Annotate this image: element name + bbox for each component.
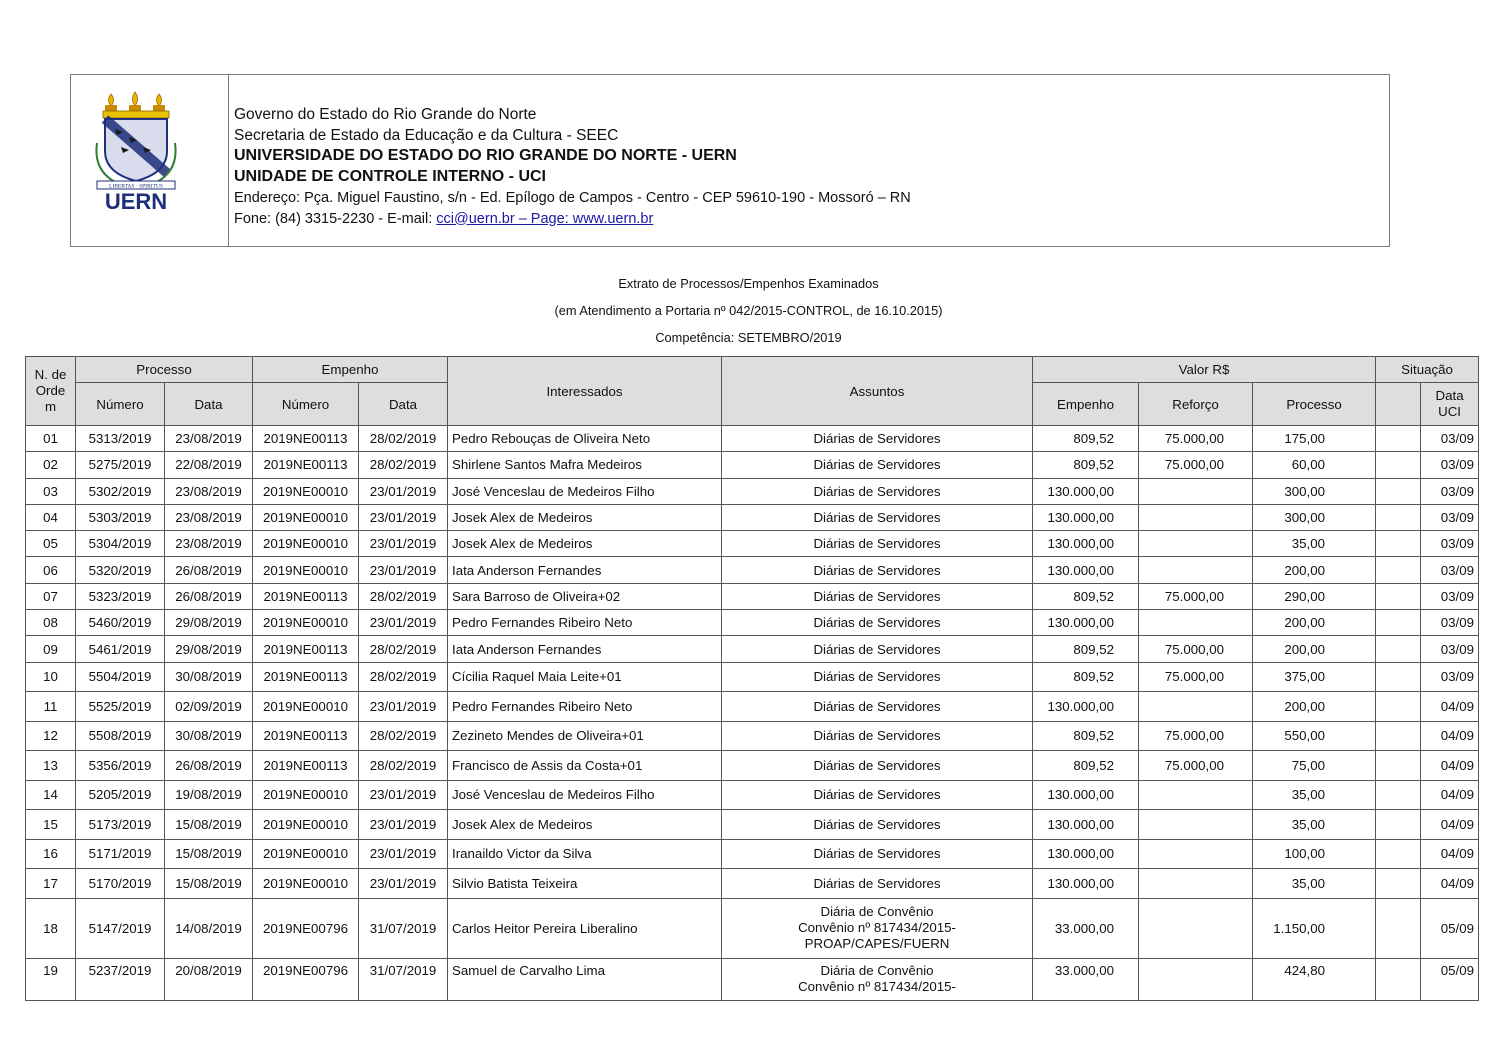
cell-data-uci: 04/09 [1421, 751, 1479, 781]
cell-proc-data: 30/08/2019 [165, 721, 253, 751]
cell-situacao-blank [1376, 751, 1421, 781]
col-val-processo: Processo [1253, 383, 1376, 426]
col-emp-numero: Número [253, 383, 359, 426]
cell-valor-reforco [1139, 610, 1253, 636]
cell-interessado: Sara Barroso de Oliveira+02 [448, 583, 722, 609]
cell-proc-data: 23/08/2019 [165, 504, 253, 530]
cell-situacao-blank [1376, 478, 1421, 504]
cell-data-uci: 05/09 [1421, 958, 1479, 1000]
cell-valor-empenho: 33.000,00 [1033, 898, 1139, 958]
cell-ordem: 04 [26, 504, 76, 530]
cell-data-uci: 04/09 [1421, 721, 1479, 751]
cell-emp-numero: 2019NE00113 [253, 452, 359, 478]
table-row [26, 531, 1479, 557]
cell-ordem: 13 [26, 751, 76, 781]
col-val-reforco: Reforço [1139, 383, 1253, 426]
cell-interessado: Shirlene Santos Mafra Medeiros [448, 452, 722, 478]
cell-proc-data: 29/08/2019 [165, 636, 253, 662]
records-body [26, 426, 1479, 1001]
cell-valor-processo: 175,00 [1253, 426, 1376, 452]
cell-valor-reforco [1139, 869, 1253, 899]
cell-assunto: Diárias de Servidores [722, 751, 1033, 781]
cell-proc-numero: 5275/2019 [76, 452, 165, 478]
cell-emp-data: 31/07/2019 [359, 898, 448, 958]
table-row [26, 810, 1479, 840]
cell-proc-data: 23/08/2019 [165, 531, 253, 557]
cell-proc-numero: 5525/2019 [76, 692, 165, 722]
cell-data-uci: 04/09 [1421, 692, 1479, 722]
records-table [25, 356, 1479, 1001]
cell-emp-numero: 2019NE00010 [253, 531, 359, 557]
col-group-valor: Valor R$ [1033, 357, 1376, 383]
cell-interessado: Samuel de Carvalho Lima [448, 958, 722, 1000]
cell-proc-data: 26/08/2019 [165, 557, 253, 583]
cell-situacao-blank [1376, 898, 1421, 958]
cell-ordem: 10 [26, 662, 76, 692]
letterhead-text [229, 75, 911, 246]
cell-valor-empenho: 809,52 [1033, 583, 1139, 609]
cell-assunto: Diárias de Servidores [722, 869, 1033, 899]
cell-data-uci: 03/09 [1421, 426, 1479, 452]
table-row [26, 692, 1479, 722]
cell-ordem: 15 [26, 810, 76, 840]
cell-situacao-blank [1376, 426, 1421, 452]
cell-proc-numero: 5173/2019 [76, 810, 165, 840]
cell-valor-empenho: 130.000,00 [1033, 810, 1139, 840]
table-row [26, 839, 1479, 869]
uern-logo [91, 89, 211, 219]
cell-ordem: 18 [26, 898, 76, 958]
cell-ordem: 06 [26, 557, 76, 583]
cell-valor-empenho: 809,52 [1033, 662, 1139, 692]
cell-proc-numero: 5504/2019 [76, 662, 165, 692]
cell-proc-data: 15/08/2019 [165, 869, 253, 899]
cell-valor-empenho: 809,52 [1033, 751, 1139, 781]
cell-proc-numero: 5461/2019 [76, 636, 165, 662]
cell-data-uci: 03/09 [1421, 662, 1479, 692]
cell-proc-numero: 5323/2019 [76, 583, 165, 609]
cell-emp-numero: 2019NE00010 [253, 610, 359, 636]
cell-emp-data: 28/02/2019 [359, 751, 448, 781]
cell-emp-data: 23/01/2019 [359, 557, 448, 583]
col-group-processo: Processo [76, 357, 253, 383]
cell-ordem: 01 [26, 426, 76, 452]
cell-emp-data: 31/07/2019 [359, 958, 448, 1000]
cell-emp-numero: 2019NE00010 [253, 504, 359, 530]
cell-assunto: Diárias de Servidores [722, 610, 1033, 636]
cell-assunto: Diárias de Servidores [722, 478, 1033, 504]
table-row [26, 780, 1479, 810]
cell-situacao-blank [1376, 721, 1421, 751]
cell-situacao-blank [1376, 636, 1421, 662]
cell-emp-numero: 2019NE00010 [253, 478, 359, 504]
cell-valor-processo: 35,00 [1253, 810, 1376, 840]
cell-emp-data: 23/01/2019 [359, 610, 448, 636]
cell-assunto: Diárias de Servidores [722, 662, 1033, 692]
cell-assunto: Diárias de Servidores [722, 780, 1033, 810]
cell-data-uci: 03/09 [1421, 610, 1479, 636]
cell-ordem: 14 [26, 780, 76, 810]
cell-valor-reforco [1139, 898, 1253, 958]
cell-data-uci: 03/09 [1421, 557, 1479, 583]
cell-valor-reforco [1139, 839, 1253, 869]
cell-data-uci: 03/09 [1421, 583, 1479, 609]
cell-valor-reforco: 75.000,00 [1139, 636, 1253, 662]
cell-valor-processo: 200,00 [1253, 610, 1376, 636]
cell-proc-numero: 5147/2019 [76, 898, 165, 958]
cell-situacao-blank [1376, 692, 1421, 722]
header-line-government: Governo do Estado do Rio Grande do Norte [234, 106, 537, 123]
table-row [26, 898, 1479, 958]
table-row [26, 662, 1479, 692]
cell-valor-empenho: 130.000,00 [1033, 869, 1139, 899]
cell-interessado: Silvio Batista Teixeira [448, 869, 722, 899]
cell-interessado: Josek Alex de Medeiros [448, 531, 722, 557]
cell-interessado: Iranaildo Victor da Silva [448, 839, 722, 869]
cell-valor-reforco: 75.000,00 [1139, 583, 1253, 609]
logo-wordmark: UERN [104, 189, 168, 214]
cell-proc-data: 19/08/2019 [165, 780, 253, 810]
cell-valor-reforco [1139, 504, 1253, 530]
cell-proc-data: 15/08/2019 [165, 839, 253, 869]
cell-valor-reforco: 75.000,00 [1139, 452, 1253, 478]
cell-emp-numero: 2019NE00010 [253, 869, 359, 899]
cell-emp-numero: 2019NE00113 [253, 426, 359, 452]
cell-proc-numero: 5171/2019 [76, 839, 165, 869]
cell-valor-empenho: 33.000,00 [1033, 958, 1139, 1000]
cell-emp-data: 23/01/2019 [359, 531, 448, 557]
table-row [26, 583, 1479, 609]
cell-situacao-blank [1376, 839, 1421, 869]
cell-assunto: Diárias de Servidores [722, 531, 1033, 557]
cell-proc-numero: 5313/2019 [76, 426, 165, 452]
cell-emp-data: 23/01/2019 [359, 839, 448, 869]
cell-proc-numero: 5303/2019 [76, 504, 165, 530]
cell-situacao-blank [1376, 504, 1421, 530]
cell-valor-empenho: 130.000,00 [1033, 557, 1139, 583]
cell-situacao-blank [1376, 557, 1421, 583]
cell-proc-data: 14/08/2019 [165, 898, 253, 958]
cell-assunto: Diária de Convênio Convênio nº 817434/2015- [722, 958, 1033, 1000]
cell-assunto: Diárias de Servidores [722, 636, 1033, 662]
cell-emp-data: 28/02/2019 [359, 426, 448, 452]
cell-data-uci: 03/09 [1421, 504, 1479, 530]
cell-data-uci: 04/09 [1421, 839, 1479, 869]
cell-situacao-blank [1376, 583, 1421, 609]
cell-situacao-blank [1376, 662, 1421, 692]
cell-valor-reforco [1139, 958, 1253, 1000]
cell-proc-data: 20/08/2019 [165, 958, 253, 1000]
table-row [26, 452, 1479, 478]
header-address: Endereço: Pça. Miguel Faustino, s/n - Ed. Epílogo de Campos - Centro - CEP 59610-190 - Mossoró – RN [234, 189, 911, 206]
cell-valor-processo: 75,00 [1253, 751, 1376, 781]
cell-proc-data: 30/08/2019 [165, 662, 253, 692]
table-row [26, 504, 1479, 530]
cell-situacao-blank [1376, 780, 1421, 810]
cell-valor-empenho: 130.000,00 [1033, 610, 1139, 636]
col-proc-numero: Número [76, 383, 165, 426]
cell-valor-processo: 290,00 [1253, 583, 1376, 609]
cell-proc-numero: 5304/2019 [76, 531, 165, 557]
cell-valor-processo: 200,00 [1253, 692, 1376, 722]
header-line-unit: UNIDADE DE CONTROLE INTERNO - UCI [234, 168, 546, 186]
cell-valor-processo: 35,00 [1253, 869, 1376, 899]
header-line-secretariat: Secretaria de Estado da Educação e da Cultura - SEEC [234, 126, 619, 144]
table-row [26, 721, 1479, 751]
cell-emp-data: 23/01/2019 [359, 869, 448, 899]
cell-valor-reforco [1139, 557, 1253, 583]
header-contact [234, 209, 911, 230]
cell-interessado: José Venceslau de Medeiros Filho [448, 478, 722, 504]
table-row [26, 478, 1479, 504]
cell-proc-numero: 5302/2019 [76, 478, 165, 504]
table-row [26, 426, 1479, 452]
cell-interessado: Pedro Fernandes Ribeiro Neto [448, 610, 722, 636]
cell-situacao-blank [1376, 531, 1421, 557]
cell-emp-numero: 2019NE00113 [253, 751, 359, 781]
cell-valor-empenho: 809,52 [1033, 452, 1139, 478]
cell-emp-numero: 2019NE00796 [253, 898, 359, 958]
cell-assunto: Diárias de Servidores [722, 721, 1033, 751]
cell-ordem: 11 [26, 692, 76, 722]
cell-emp-numero: 2019NE00010 [253, 692, 359, 722]
cell-emp-data: 23/01/2019 [359, 810, 448, 840]
logo-cell [71, 75, 229, 246]
cell-interessado: Iata Anderson Fernandes [448, 557, 722, 583]
cell-interessado: Pedro Fernandes Ribeiro Neto [448, 692, 722, 722]
table-row [26, 958, 1479, 1000]
cell-ordem: 19 [26, 958, 76, 1000]
cell-valor-processo: 1.150,00 [1253, 898, 1376, 958]
cell-emp-numero: 2019NE00010 [253, 557, 359, 583]
col-emp-data: Data [359, 383, 448, 426]
letterhead [70, 74, 1390, 247]
cell-data-uci: 04/09 [1421, 810, 1479, 840]
cell-assunto: Diárias de Servidores [722, 810, 1033, 840]
cell-proc-numero: 5508/2019 [76, 721, 165, 751]
cell-assunto: Diárias de Servidores [722, 692, 1033, 722]
col-assuntos: Assuntos [722, 357, 1033, 426]
cell-valor-processo: 100,00 [1253, 839, 1376, 869]
col-interessados: Interessados [448, 357, 722, 426]
cell-proc-data: 29/08/2019 [165, 610, 253, 636]
cell-valor-processo: 35,00 [1253, 531, 1376, 557]
cell-valor-processo: 550,00 [1253, 721, 1376, 751]
logo-motto: LIBERTAS · SPIRITUS [109, 183, 163, 190]
cell-emp-numero: 2019NE00010 [253, 780, 359, 810]
cell-situacao-blank [1376, 810, 1421, 840]
cell-emp-data: 23/01/2019 [359, 780, 448, 810]
document-title: Extrato de Processos/Empenhos Examinados [618, 276, 879, 291]
cell-proc-data: 15/08/2019 [165, 810, 253, 840]
cell-valor-empenho: 130.000,00 [1033, 780, 1139, 810]
cell-assunto: Diárias de Servidores [722, 452, 1033, 478]
cell-valor-empenho: 130.000,00 [1033, 504, 1139, 530]
cell-situacao-blank [1376, 958, 1421, 1000]
cell-proc-numero: 5237/2019 [76, 958, 165, 1000]
cell-emp-data: 28/02/2019 [359, 721, 448, 751]
cell-interessado: Carlos Heitor Pereira Liberalino [448, 898, 722, 958]
cell-valor-empenho: 130.000,00 [1033, 692, 1139, 722]
cell-valor-processo: 200,00 [1253, 557, 1376, 583]
cell-valor-reforco [1139, 692, 1253, 722]
cell-interessado: Iata Anderson Fernandes [448, 636, 722, 662]
cell-emp-numero: 2019NE00010 [253, 839, 359, 869]
cell-valor-processo: 35,00 [1253, 780, 1376, 810]
cell-valor-reforco [1139, 780, 1253, 810]
cell-data-uci: 05/09 [1421, 898, 1479, 958]
cell-emp-data: 28/02/2019 [359, 452, 448, 478]
header-line-university: UNIVERSIDADE DO ESTADO DO RIO GRANDE DO NORTE - UERN [234, 147, 737, 165]
cell-data-uci: 03/09 [1421, 531, 1479, 557]
cell-interessado: Pedro Rebouças de Oliveira Neto [448, 426, 722, 452]
cell-emp-numero: 2019NE00113 [253, 636, 359, 662]
col-group-situacao: Situação [1376, 357, 1479, 383]
cell-interessado: Josek Alex de Medeiros [448, 504, 722, 530]
cell-valor-empenho: 130.000,00 [1033, 478, 1139, 504]
cell-valor-processo: 424,80 [1253, 958, 1376, 1000]
document-competence: Competência: SETEMBRO/2019 [655, 330, 842, 345]
cell-valor-processo: 300,00 [1253, 478, 1376, 504]
cell-assunto: Diárias de Servidores [722, 557, 1033, 583]
table-row [26, 557, 1479, 583]
cell-valor-empenho: 130.000,00 [1033, 531, 1139, 557]
cell-emp-numero: 2019NE00010 [253, 810, 359, 840]
cell-ordem: 03 [26, 478, 76, 504]
cell-emp-data: 23/01/2019 [359, 478, 448, 504]
col-sit-blank [1376, 383, 1421, 426]
cell-valor-reforco [1139, 478, 1253, 504]
table-row [26, 869, 1479, 899]
cell-emp-data: 28/02/2019 [359, 636, 448, 662]
cell-proc-data: 26/08/2019 [165, 583, 253, 609]
cell-emp-data: 28/02/2019 [359, 583, 448, 609]
cell-proc-numero: 5170/2019 [76, 869, 165, 899]
cell-proc-data: 23/08/2019 [165, 478, 253, 504]
cell-ordem: 02 [26, 452, 76, 478]
cell-situacao-blank [1376, 869, 1421, 899]
cell-data-uci: 03/09 [1421, 478, 1479, 504]
cell-valor-processo: 300,00 [1253, 504, 1376, 530]
cell-valor-reforco: 75.000,00 [1139, 426, 1253, 452]
cell-valor-processo: 60,00 [1253, 452, 1376, 478]
cell-data-uci: 03/09 [1421, 452, 1479, 478]
cell-interessado: Zezineto Mendes de Oliveira+01 [448, 721, 722, 751]
cell-valor-processo: 375,00 [1253, 662, 1376, 692]
cell-proc-numero: 5460/2019 [76, 610, 165, 636]
cell-emp-data: 28/02/2019 [359, 662, 448, 692]
cell-ordem: 09 [26, 636, 76, 662]
cell-ordem: 16 [26, 839, 76, 869]
cell-assunto: Diárias de Servidores [722, 583, 1033, 609]
cell-proc-data: 02/09/2019 [165, 692, 253, 722]
cell-valor-reforco [1139, 810, 1253, 840]
cell-valor-empenho: 130.000,00 [1033, 839, 1139, 869]
cell-proc-data: 26/08/2019 [165, 751, 253, 781]
cell-valor-reforco: 75.000,00 [1139, 721, 1253, 751]
table-row [26, 610, 1479, 636]
col-group-empenho: Empenho [253, 357, 448, 383]
cell-data-uci: 03/09 [1421, 636, 1479, 662]
cell-situacao-blank [1376, 452, 1421, 478]
cell-assunto: Diária de Convênio Convênio nº 817434/2015- PROAP/CAPES/FUERN [722, 898, 1033, 958]
cell-valor-empenho: 809,52 [1033, 426, 1139, 452]
document-subtitle: (em Atendimento a Portaria nº 042/2015-CONTROL, de 16.10.2015) [554, 303, 943, 318]
cell-valor-reforco [1139, 531, 1253, 557]
cell-emp-numero: 2019NE00796 [253, 958, 359, 1000]
table-row [26, 636, 1479, 662]
cell-proc-numero: 5205/2019 [76, 780, 165, 810]
cell-assunto: Diárias de Servidores [722, 839, 1033, 869]
cell-ordem: 12 [26, 721, 76, 751]
cell-ordem: 05 [26, 531, 76, 557]
col-proc-data: Data [165, 383, 253, 426]
col-ordem: N. de Orde m [26, 357, 76, 426]
cell-ordem: 07 [26, 583, 76, 609]
cell-assunto: Diárias de Servidores [722, 504, 1033, 530]
cell-situacao-blank [1376, 610, 1421, 636]
cell-data-uci: 04/09 [1421, 780, 1479, 810]
cell-interessado: Francisco de Assis da Costa+01 [448, 751, 722, 781]
cell-valor-empenho: 809,52 [1033, 636, 1139, 662]
cell-proc-data: 23/08/2019 [165, 426, 253, 452]
cell-valor-empenho: 809,52 [1033, 721, 1139, 751]
cell-emp-numero: 2019NE00113 [253, 583, 359, 609]
contact-link[interactable]: cci@uern.br – Page: www.uern.br [436, 210, 654, 227]
cell-data-uci: 04/09 [1421, 869, 1479, 899]
cell-proc-numero: 5320/2019 [76, 557, 165, 583]
cell-proc-numero: 5356/2019 [76, 751, 165, 781]
cell-assunto: Diárias de Servidores [722, 426, 1033, 452]
header-phone: Fone: (84) 3315-2230 - E-mail: [234, 210, 437, 227]
cell-ordem: 17 [26, 869, 76, 899]
cell-valor-processo: 200,00 [1253, 636, 1376, 662]
table-row [26, 751, 1479, 781]
cell-valor-reforco: 75.000,00 [1139, 662, 1253, 692]
cell-interessado: Josek Alex de Medeiros [448, 810, 722, 840]
cell-interessado: José Venceslau de Medeiros Filho [448, 780, 722, 810]
col-val-empenho: Empenho [1033, 383, 1139, 426]
cell-emp-data: 23/01/2019 [359, 692, 448, 722]
cell-emp-numero: 2019NE00113 [253, 662, 359, 692]
cell-valor-reforco: 75.000,00 [1139, 751, 1253, 781]
cell-proc-data: 22/08/2019 [165, 452, 253, 478]
cell-emp-data: 23/01/2019 [359, 504, 448, 530]
cell-interessado: Cícilia Raquel Maia Leite+01 [448, 662, 722, 692]
cell-ordem: 08 [26, 610, 76, 636]
col-sit-data-uci: Data UCI [1421, 383, 1479, 426]
cell-emp-numero: 2019NE00113 [253, 721, 359, 751]
